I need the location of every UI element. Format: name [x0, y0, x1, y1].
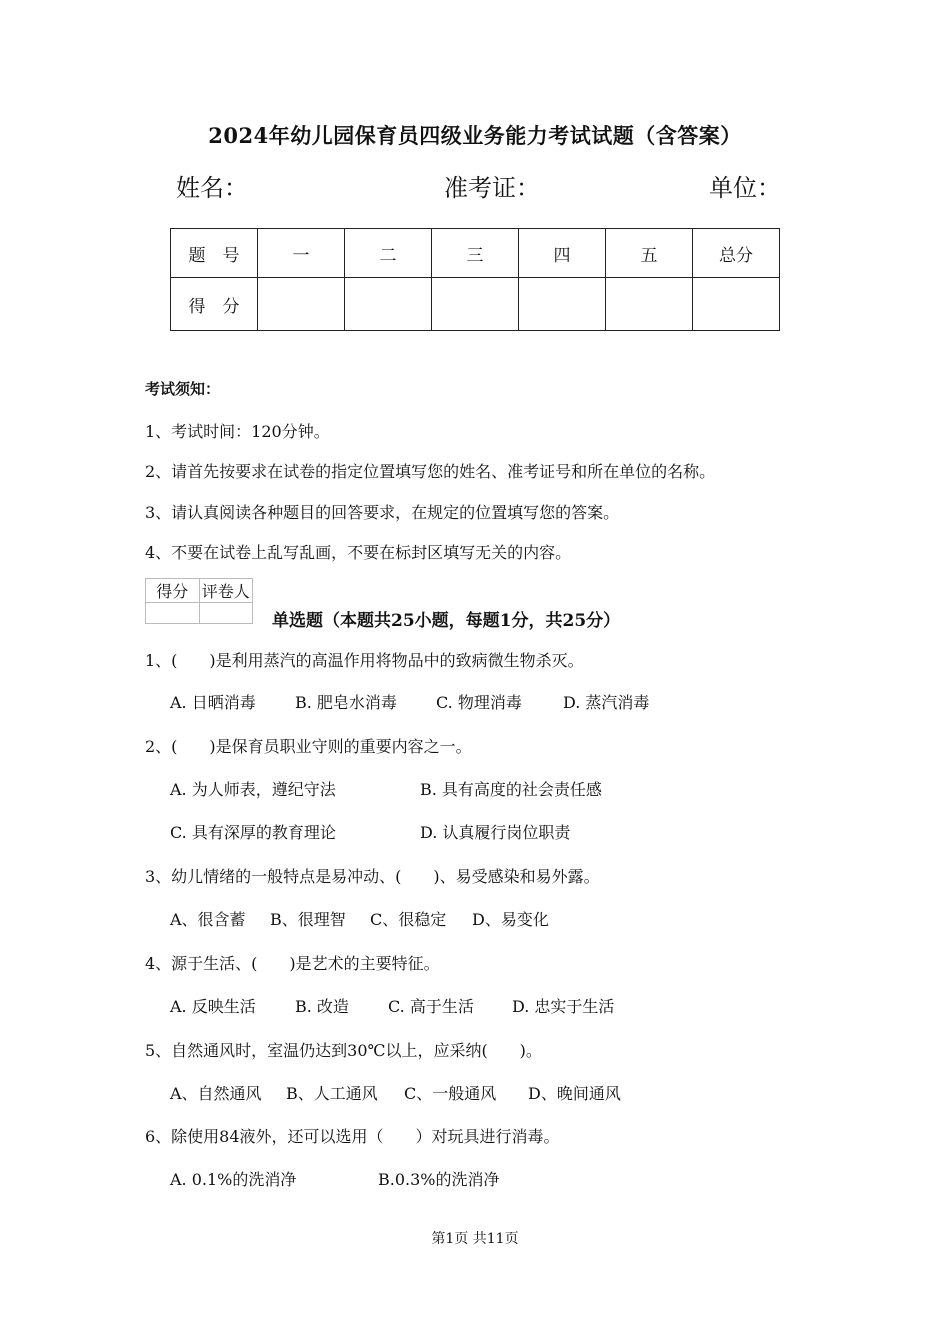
answer-option[interactable]: D. 忠实于生活 — [512, 997, 615, 1016]
answer-option[interactable]: C、一般通风 — [404, 1084, 497, 1103]
score-header-cell: 四 — [519, 229, 606, 278]
answer-option[interactable]: D、晚间通风 — [528, 1084, 621, 1103]
score-cell[interactable] — [519, 278, 606, 331]
answer-option[interactable]: A. 为人师表，遵纪守法 — [170, 780, 336, 799]
question-stem: 2、( )是保育员职业守则的重要内容之一。 — [145, 737, 472, 756]
notice-item: 2、请首先按要求在试卷的指定位置填写您的姓名、准考证号和所在单位的名称。 — [145, 462, 716, 481]
score-table — [170, 228, 780, 331]
answer-option[interactable]: B. 肥皂水消毒 — [295, 693, 397, 712]
answer-option[interactable]: A. 日晒消毒 — [170, 693, 256, 712]
score-header-cell: 一 — [258, 229, 345, 278]
score-table-header-row — [171, 229, 780, 278]
answer-option[interactable]: B.0.3%的洗消净 — [378, 1170, 500, 1189]
question-stem: 1、( )是利用蒸汽的高温作用将物品中的致病微生物杀灭。 — [145, 651, 584, 670]
answer-option[interactable]: B、很理智 — [270, 910, 346, 929]
answer-option[interactable]: B. 改造 — [295, 997, 349, 1016]
score-table-score-row — [171, 278, 780, 331]
score-row-label: 得 分 — [171, 278, 258, 331]
answer-option[interactable]: C、很稳定 — [370, 910, 447, 929]
question-stem: 3、幼儿情绪的一般特点是易冲动、( )、易受感染和易外露。 — [145, 867, 600, 886]
score-cell[interactable] — [432, 278, 519, 331]
grader-reviewer-label: 评卷人 — [199, 579, 253, 603]
score-cell[interactable] — [258, 278, 345, 331]
score-header-cell: 二 — [345, 229, 432, 278]
notice-item: 4、不要在试卷上乱写乱画，不要在标封区填写无关的内容。 — [145, 543, 572, 562]
question-stem: 6、除使用84液外，还可以选用（ ）对玩具进行消毒。 — [145, 1127, 560, 1146]
grader-score-cell[interactable] — [146, 603, 200, 624]
score-cell[interactable] — [693, 278, 780, 331]
answer-option[interactable]: D. 蒸汽消毒 — [563, 693, 650, 712]
answer-option[interactable]: B、人工通风 — [286, 1084, 378, 1103]
page-title: 2024年幼儿园保育员四级业务能力考试试题（含答案） — [208, 123, 742, 148]
answer-option[interactable]: C. 具有深厚的教育理论 — [170, 823, 336, 842]
answer-option[interactable]: C. 物理消毒 — [436, 693, 522, 712]
answer-option[interactable]: C. 高于生活 — [388, 997, 474, 1016]
exam-id-field-label: 准考证： — [444, 174, 540, 202]
score-cell[interactable] — [345, 278, 432, 331]
score-header-cell: 三 — [432, 229, 519, 278]
answer-option[interactable]: A. 反映生活 — [170, 997, 256, 1016]
score-header-cell: 总分 — [693, 229, 780, 278]
unit-field-label: 单位： — [709, 174, 781, 202]
question-stem: 5、自然通风时，室温仍达到30℃以上，应采纳( )。 — [145, 1041, 542, 1060]
answer-option[interactable]: D、易变化 — [472, 910, 549, 929]
grader-reviewer-cell[interactable] — [199, 603, 253, 624]
score-header-cell: 题 号 — [171, 229, 258, 278]
notice-item: 3、请认真阅读各种题目的回答要求，在规定的位置填写您的答案。 — [145, 503, 620, 522]
page-footer: 第1页 共11页 — [431, 1231, 519, 1247]
answer-option[interactable]: D. 认真履行岗位职责 — [420, 823, 571, 842]
answer-option[interactable]: A、很含蓄 — [170, 910, 246, 929]
name-field-label: 姓名： — [176, 174, 248, 202]
score-cell[interactable] — [606, 278, 693, 331]
notice-item: 1、考试时间：120分钟。 — [145, 422, 330, 441]
question-stem: 4、源于生活、( )是艺术的主要特征。 — [145, 954, 440, 973]
score-header-cell: 五 — [606, 229, 693, 278]
section-title: 单选题（本题共25小题，每题1分，共25分） — [272, 611, 621, 631]
answer-option[interactable]: A. 0.1%的洗消净 — [170, 1170, 297, 1189]
notice-title: 考试须知： — [145, 380, 221, 398]
answer-option[interactable]: A、自然通风 — [170, 1084, 262, 1103]
grader-box — [145, 578, 253, 624]
candidate-fields — [176, 168, 781, 208]
answer-option[interactable]: B. 具有高度的社会责任感 — [420, 780, 602, 799]
grader-score-label: 得分 — [146, 579, 200, 603]
